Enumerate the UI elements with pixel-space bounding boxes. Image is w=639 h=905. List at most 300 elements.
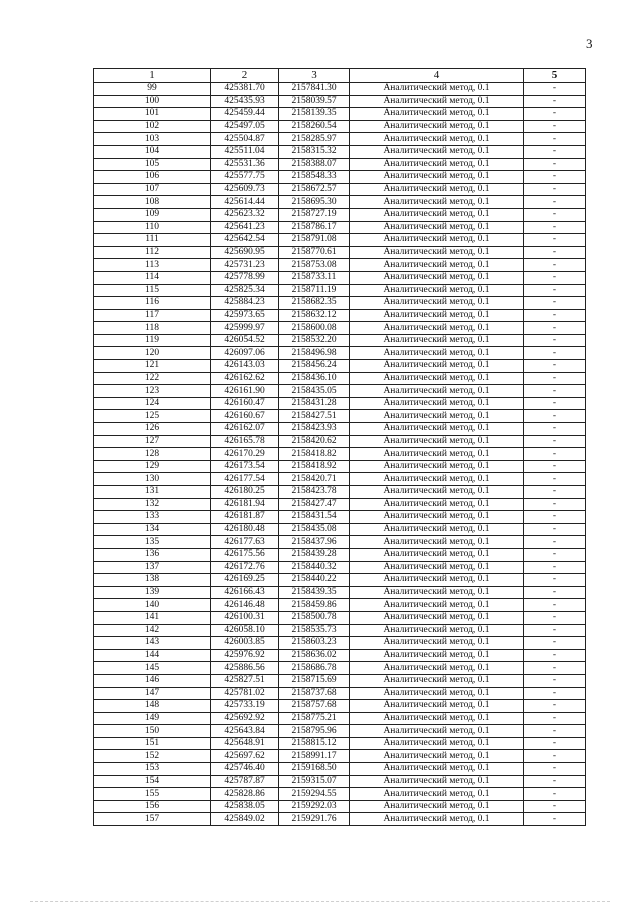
cell-x-coordinate: 425731.23: [211, 259, 279, 272]
cell-point-number: 102: [94, 120, 211, 133]
cell-point-number: 137: [94, 561, 211, 574]
cell-y-coordinate: 2158727.19: [279, 208, 350, 221]
cell-point-number: 133: [94, 511, 211, 524]
header-x-coordinate: 2: [211, 69, 279, 83]
cell-description: -: [524, 435, 586, 448]
cell-description: -: [524, 611, 586, 624]
cell-x-coordinate: 425648.91: [211, 737, 279, 750]
cell-point-number: 152: [94, 750, 211, 763]
cell-description: -: [524, 523, 586, 536]
cell-description: -: [524, 586, 586, 599]
cell-description: -: [524, 234, 586, 247]
table-row: [94, 511, 586, 524]
cell-description: -: [524, 208, 586, 221]
cell-x-coordinate: 426172.76: [211, 561, 279, 574]
cell-description: -: [524, 473, 586, 486]
cell-method: Аналитический метод, 0.1: [350, 259, 524, 272]
cell-method: Аналитический метод, 0.1: [350, 788, 524, 801]
cell-x-coordinate: 426100.31: [211, 611, 279, 624]
cell-y-coordinate: 2158388.07: [279, 158, 350, 171]
cell-description: -: [524, 775, 586, 788]
cell-point-number: 129: [94, 460, 211, 473]
cell-point-number: 124: [94, 397, 211, 410]
table-row: [94, 284, 586, 297]
cell-point-number: 144: [94, 649, 211, 662]
table-row: [94, 145, 586, 158]
cell-point-number: 132: [94, 498, 211, 511]
cell-method: Аналитический метод, 0.1: [350, 284, 524, 297]
cell-method: Аналитический метод, 0.1: [350, 145, 524, 158]
cell-x-coordinate: 426180.48: [211, 523, 279, 536]
header-point-number: 1: [94, 69, 211, 83]
cell-x-coordinate: 426181.87: [211, 511, 279, 524]
cell-method: Аналитический метод, 0.1: [350, 611, 524, 624]
table-row: [94, 196, 586, 209]
cell-point-number: 122: [94, 372, 211, 385]
cell-x-coordinate: 426162.07: [211, 423, 279, 436]
cell-point-number: 140: [94, 599, 211, 612]
cell-description: -: [524, 171, 586, 184]
cell-x-coordinate: 426166.43: [211, 586, 279, 599]
table-row: [94, 725, 586, 738]
cell-method: Аналитический метод, 0.1: [350, 133, 524, 146]
cell-y-coordinate: 2158535.73: [279, 624, 350, 637]
cell-description: -: [524, 423, 586, 436]
cell-y-coordinate: 2158603.23: [279, 637, 350, 650]
cell-method: Аналитический метод, 0.1: [350, 536, 524, 549]
cell-x-coordinate: 425643.84: [211, 725, 279, 738]
cell-description: -: [524, 410, 586, 423]
table-row: [94, 448, 586, 461]
cell-y-coordinate: 2158775.21: [279, 712, 350, 725]
cell-y-coordinate: 2158437.96: [279, 536, 350, 549]
table-row: [94, 486, 586, 499]
cell-method: Аналитический метод, 0.1: [350, 435, 524, 448]
cell-method: Аналитический метод, 0.1: [350, 347, 524, 360]
cell-description: -: [524, 712, 586, 725]
cell-description: -: [524, 662, 586, 675]
cell-y-coordinate: 2158496.98: [279, 347, 350, 360]
cell-point-number: 139: [94, 586, 211, 599]
cell-method: Аналитический метод, 0.1: [350, 423, 524, 436]
cell-y-coordinate: 2158315.32: [279, 145, 350, 158]
cell-point-number: 121: [94, 360, 211, 373]
cell-description: -: [524, 599, 586, 612]
cell-y-coordinate: 2158733.11: [279, 271, 350, 284]
cell-x-coordinate: 426160.47: [211, 397, 279, 410]
header-y-coordinate: 3: [279, 69, 350, 83]
table-row: [94, 95, 586, 108]
cell-description: -: [524, 309, 586, 322]
table-row: [94, 536, 586, 549]
cell-method: Аналитический метод, 0.1: [350, 208, 524, 221]
cell-description: -: [524, 246, 586, 259]
cell-point-number: 125: [94, 410, 211, 423]
cell-y-coordinate: 2158795.96: [279, 725, 350, 738]
cell-point-number: 103: [94, 133, 211, 146]
cell-x-coordinate: 425623.32: [211, 208, 279, 221]
cell-method: Аналитический метод, 0.1: [350, 523, 524, 536]
cell-x-coordinate: 425827.51: [211, 674, 279, 687]
cell-x-coordinate: 425641.23: [211, 221, 279, 234]
cell-method: Аналитический метод, 0.1: [350, 548, 524, 561]
table-row: [94, 712, 586, 725]
cell-point-number: 151: [94, 737, 211, 750]
cell-point-number: 115: [94, 284, 211, 297]
cell-y-coordinate: 2157841.30: [279, 83, 350, 96]
table-row: [94, 775, 586, 788]
cell-x-coordinate: 426161.90: [211, 385, 279, 398]
cell-point-number: 126: [94, 423, 211, 436]
cell-method: Аналитический метод, 0.1: [350, 800, 524, 813]
cell-y-coordinate: 2158431.28: [279, 397, 350, 410]
cell-method: Аналитический метод, 0.1: [350, 700, 524, 713]
cell-x-coordinate: 425511.04: [211, 145, 279, 158]
cell-description: -: [524, 334, 586, 347]
cell-description: -: [524, 649, 586, 662]
cell-x-coordinate: 425778.99: [211, 271, 279, 284]
cell-point-number: 147: [94, 687, 211, 700]
cell-y-coordinate: 2158456.24: [279, 360, 350, 373]
cell-x-coordinate: 425825.34: [211, 284, 279, 297]
cell-y-coordinate: 2158139.35: [279, 108, 350, 121]
cell-x-coordinate: 425577.75: [211, 171, 279, 184]
cell-method: Аналитический метод, 0.1: [350, 108, 524, 121]
cell-y-coordinate: 2158423.93: [279, 423, 350, 436]
table-row: [94, 737, 586, 750]
cell-point-number: 148: [94, 700, 211, 713]
cell-point-number: 110: [94, 221, 211, 234]
cell-y-coordinate: 2158435.05: [279, 385, 350, 398]
cell-method: Аналитический метод, 0.1: [350, 586, 524, 599]
table-row: [94, 423, 586, 436]
table-row: [94, 561, 586, 574]
cell-description: -: [524, 574, 586, 587]
cell-y-coordinate: 2158682.35: [279, 297, 350, 310]
table-row: [94, 347, 586, 360]
cell-point-number: 127: [94, 435, 211, 448]
table-row: [94, 599, 586, 612]
table-row: [94, 183, 586, 196]
cell-method: Аналитический метод, 0.1: [350, 171, 524, 184]
cell-method: Аналитический метод, 0.1: [350, 460, 524, 473]
cell-y-coordinate: 2158786.17: [279, 221, 350, 234]
cell-y-coordinate: 2158418.82: [279, 448, 350, 461]
cell-description: -: [524, 561, 586, 574]
cell-description: -: [524, 687, 586, 700]
cell-method: Аналитический метод, 0.1: [350, 561, 524, 574]
cell-method: Аналитический метод, 0.1: [350, 271, 524, 284]
table-row: [94, 171, 586, 184]
cell-method: Аналитический метод, 0.1: [350, 397, 524, 410]
cell-method: Аналитический метод, 0.1: [350, 498, 524, 511]
cell-y-coordinate: 2158431.54: [279, 511, 350, 524]
cell-y-coordinate: 2158815.12: [279, 737, 350, 750]
table-row: [94, 234, 586, 247]
cell-x-coordinate: 426143.03: [211, 360, 279, 373]
table-row: [94, 574, 586, 587]
cell-method: Аналитический метод, 0.1: [350, 334, 524, 347]
cell-method: Аналитический метод, 0.1: [350, 750, 524, 763]
table-row: [94, 435, 586, 448]
table-row: [94, 246, 586, 259]
table-row: [94, 523, 586, 536]
cell-method: Аналитический метод, 0.1: [350, 246, 524, 259]
cell-x-coordinate: 426097.06: [211, 347, 279, 360]
cell-description: -: [524, 750, 586, 763]
cell-description: -: [524, 271, 586, 284]
cell-y-coordinate: 2159291.76: [279, 813, 350, 826]
cell-x-coordinate: 425781.02: [211, 687, 279, 700]
cell-point-number: 145: [94, 662, 211, 675]
cell-y-coordinate: 2158791.08: [279, 234, 350, 247]
table-row: [94, 83, 586, 96]
cell-description: -: [524, 83, 586, 96]
cell-method: Аналитический метод, 0.1: [350, 309, 524, 322]
cell-method: Аналитический метод, 0.1: [350, 674, 524, 687]
cell-description: -: [524, 145, 586, 158]
cell-y-coordinate: 2158285.97: [279, 133, 350, 146]
cell-point-number: 109: [94, 208, 211, 221]
cell-method: Аналитический метод, 0.1: [350, 473, 524, 486]
cell-y-coordinate: 2158420.62: [279, 435, 350, 448]
cell-x-coordinate: 426181.94: [211, 498, 279, 511]
cell-point-number: 149: [94, 712, 211, 725]
cell-y-coordinate: 2158427.47: [279, 498, 350, 511]
cell-description: -: [524, 548, 586, 561]
table-row: [94, 586, 586, 599]
cell-x-coordinate: 425787.87: [211, 775, 279, 788]
cell-description: -: [524, 322, 586, 335]
cell-point-number: 120: [94, 347, 211, 360]
cell-description: -: [524, 624, 586, 637]
cell-point-number: 123: [94, 385, 211, 398]
cell-x-coordinate: 426003.85: [211, 637, 279, 650]
cell-x-coordinate: 425614.44: [211, 196, 279, 209]
cell-method: Аналитический метод, 0.1: [350, 649, 524, 662]
cell-method: Аналитический метод, 0.1: [350, 322, 524, 335]
cell-x-coordinate: 425999.97: [211, 322, 279, 335]
cell-method: Аналитический метод, 0.1: [350, 196, 524, 209]
table-row: [94, 473, 586, 486]
cell-method: Аналитический метод, 0.1: [350, 763, 524, 776]
cell-method: Аналитический метод, 0.1: [350, 297, 524, 310]
cell-point-number: 117: [94, 309, 211, 322]
table-row: [94, 334, 586, 347]
cell-y-coordinate: 2158439.35: [279, 586, 350, 599]
cell-point-number: 100: [94, 95, 211, 108]
cell-point-number: 146: [94, 674, 211, 687]
cell-y-coordinate: 2158436.10: [279, 372, 350, 385]
cell-description: -: [524, 133, 586, 146]
cell-description: -: [524, 460, 586, 473]
cell-method: Аналитический метод, 0.1: [350, 221, 524, 234]
cell-description: -: [524, 486, 586, 499]
cell-description: -: [524, 372, 586, 385]
header-method: 4: [350, 69, 524, 83]
cell-point-number: 130: [94, 473, 211, 486]
table-row: [94, 637, 586, 650]
cell-y-coordinate: 2158753.08: [279, 259, 350, 272]
cell-y-coordinate: 2158600.08: [279, 322, 350, 335]
table-row: [94, 674, 586, 687]
cell-method: Аналитический метод, 0.1: [350, 360, 524, 373]
cell-x-coordinate: 425504.87: [211, 133, 279, 146]
cell-description: -: [524, 385, 586, 398]
cell-description: -: [524, 360, 586, 373]
cell-method: Аналитический метод, 0.1: [350, 775, 524, 788]
cell-description: -: [524, 800, 586, 813]
table-row: [94, 611, 586, 624]
cell-method: Аналитический метод, 0.1: [350, 511, 524, 524]
cell-y-coordinate: 2158715.69: [279, 674, 350, 687]
cell-method: Аналитический метод, 0.1: [350, 662, 524, 675]
table-row: [94, 133, 586, 146]
cell-description: -: [524, 397, 586, 410]
cell-point-number: 105: [94, 158, 211, 171]
cell-x-coordinate: 425976.92: [211, 649, 279, 662]
cell-method: Аналитический метод, 0.1: [350, 624, 524, 637]
cell-point-number: 119: [94, 334, 211, 347]
cell-method: Аналитический метод, 0.1: [350, 183, 524, 196]
cell-method: Аналитический метод, 0.1: [350, 574, 524, 587]
table-row: [94, 700, 586, 713]
cell-method: Аналитический метод, 0.1: [350, 725, 524, 738]
cell-description: -: [524, 158, 586, 171]
cell-method: Аналитический метод, 0.1: [350, 410, 524, 423]
table-row: [94, 309, 586, 322]
cell-y-coordinate: 2158636.02: [279, 649, 350, 662]
cell-description: -: [524, 108, 586, 121]
cell-x-coordinate: 425692.92: [211, 712, 279, 725]
cell-x-coordinate: 425838.05: [211, 800, 279, 813]
table-row: [94, 624, 586, 637]
cell-y-coordinate: 2158440.32: [279, 561, 350, 574]
cell-method: Аналитический метод, 0.1: [350, 83, 524, 96]
page-number: 3: [586, 36, 593, 51]
table-row: [94, 548, 586, 561]
header-description: 5: [524, 69, 586, 83]
cell-x-coordinate: 425849.02: [211, 813, 279, 826]
cell-x-coordinate: 426165.78: [211, 435, 279, 448]
cell-x-coordinate: 425828.86: [211, 788, 279, 801]
cell-y-coordinate: 2158991.17: [279, 750, 350, 763]
cell-point-number: 112: [94, 246, 211, 259]
cell-point-number: 99: [94, 83, 211, 96]
cell-y-coordinate: 2158439.28: [279, 548, 350, 561]
table-row: [94, 322, 586, 335]
cell-x-coordinate: 426162.62: [211, 372, 279, 385]
cell-y-coordinate: 2158737.68: [279, 687, 350, 700]
cell-x-coordinate: 425733.19: [211, 700, 279, 713]
cell-point-number: 153: [94, 763, 211, 776]
cell-x-coordinate: 425642.54: [211, 234, 279, 247]
table-header-row: [94, 69, 586, 83]
cell-method: Аналитический метод, 0.1: [350, 372, 524, 385]
cell-point-number: 104: [94, 145, 211, 158]
cell-x-coordinate: 426169.25: [211, 574, 279, 587]
cell-description: -: [524, 700, 586, 713]
cell-method: Аналитический метод, 0.1: [350, 813, 524, 826]
cell-x-coordinate: 425459.44: [211, 108, 279, 121]
cell-description: -: [524, 120, 586, 133]
cell-point-number: 157: [94, 813, 211, 826]
cell-x-coordinate: 426180.25: [211, 486, 279, 499]
cell-point-number: 141: [94, 611, 211, 624]
cell-point-number: 111: [94, 234, 211, 247]
cell-x-coordinate: 425609.73: [211, 183, 279, 196]
table-row: [94, 763, 586, 776]
cell-point-number: 134: [94, 523, 211, 536]
table-row: [94, 410, 586, 423]
table-row: [94, 108, 586, 121]
cell-point-number: 131: [94, 486, 211, 499]
cell-x-coordinate: 425497.05: [211, 120, 279, 133]
cell-y-coordinate: 2158532.20: [279, 334, 350, 347]
cell-method: Аналитический метод, 0.1: [350, 637, 524, 650]
table-row: [94, 460, 586, 473]
cell-x-coordinate: 425884.23: [211, 297, 279, 310]
cell-x-coordinate: 425381.70: [211, 83, 279, 96]
cell-method: Аналитический метод, 0.1: [350, 120, 524, 133]
table-row: [94, 649, 586, 662]
cell-point-number: 107: [94, 183, 211, 196]
cell-description: -: [524, 763, 586, 776]
cell-method: Аналитический метод, 0.1: [350, 687, 524, 700]
cell-x-coordinate: 426146.48: [211, 599, 279, 612]
table-row: [94, 360, 586, 373]
table-body: [94, 83, 586, 826]
cell-y-coordinate: 2158420.71: [279, 473, 350, 486]
cell-point-number: 118: [94, 322, 211, 335]
table-row: [94, 788, 586, 801]
cell-y-coordinate: 2158435.08: [279, 523, 350, 536]
cell-x-coordinate: 425531.36: [211, 158, 279, 171]
table-row: [94, 259, 586, 272]
cell-method: Аналитический метод, 0.1: [350, 448, 524, 461]
cell-x-coordinate: 426177.54: [211, 473, 279, 486]
cell-method: Аналитический метод, 0.1: [350, 737, 524, 750]
cell-method: Аналитический метод, 0.1: [350, 385, 524, 398]
cell-method: Аналитический метод, 0.1: [350, 486, 524, 499]
cell-description: -: [524, 725, 586, 738]
cell-y-coordinate: 2158418.92: [279, 460, 350, 473]
cell-y-coordinate: 2158039.57: [279, 95, 350, 108]
cell-y-coordinate: 2158757.68: [279, 700, 350, 713]
cell-point-number: 155: [94, 788, 211, 801]
cell-description: -: [524, 448, 586, 461]
table-row: [94, 750, 586, 763]
cell-x-coordinate: 426173.54: [211, 460, 279, 473]
cell-y-coordinate: 2159294.55: [279, 788, 350, 801]
cell-x-coordinate: 426054.52: [211, 334, 279, 347]
coordinates-table: [93, 68, 586, 826]
cell-x-coordinate: 426177.63: [211, 536, 279, 549]
scan-edge-line: [30, 901, 610, 902]
cell-description: -: [524, 196, 586, 209]
cell-point-number: 156: [94, 800, 211, 813]
cell-point-number: 150: [94, 725, 211, 738]
cell-x-coordinate: 425435.93: [211, 95, 279, 108]
cell-y-coordinate: 2158500.78: [279, 611, 350, 624]
cell-y-coordinate: 2158672.57: [279, 183, 350, 196]
cell-y-coordinate: 2159292.03: [279, 800, 350, 813]
cell-x-coordinate: 426160.67: [211, 410, 279, 423]
table-row: [94, 662, 586, 675]
cell-description: -: [524, 511, 586, 524]
cell-point-number: 101: [94, 108, 211, 121]
cell-x-coordinate: 425697.62: [211, 750, 279, 763]
